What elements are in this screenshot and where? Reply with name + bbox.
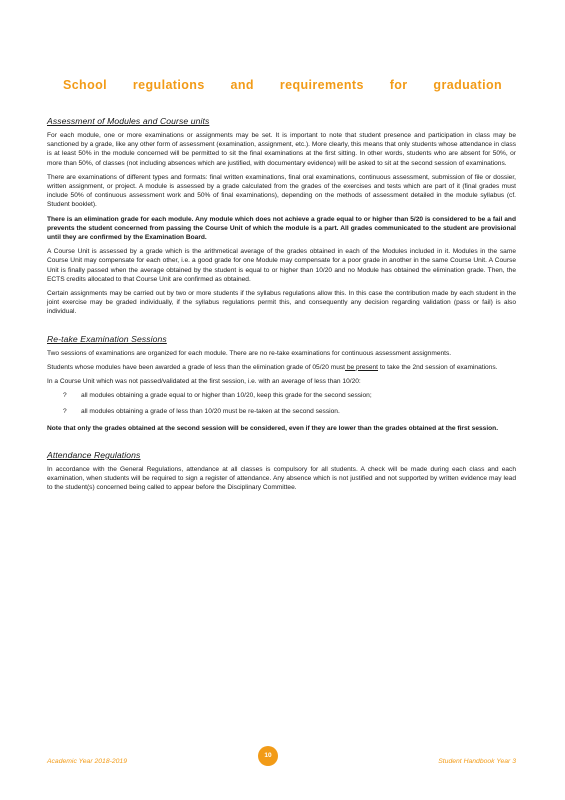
bullet-text: all modules obtaining a grade of less than 10/20 must be re-taken at the second session.: [81, 408, 340, 416]
retake-paragraph-1: Two sessions of examinations are organized for each module. There are no re-take examinations for continuous assessment assignments.: [47, 349, 452, 357]
retake-paragraph-3: In a Course Unit which was not passed/validated at the first session, i.e. with an average of less than 10/20:: [47, 378, 361, 386]
retake-paragraph-2: [47, 363, 516, 372]
attendance-paragraph-1: In accordance with the General Regulations, attendance at all classes is compulsory for all students. A check will be made during each class and each examination, when students will be required to sign a register of attendance. Any absence which is not justified and not supported by written evidence may lead to the student(s) concerned being called to appear before the Disciplinary Committee.: [47, 465, 516, 492]
page-title: School regulations and requirements for graduation: [62, 78, 503, 92]
retake-p2-text-end: to take the 2nd session of examinations.: [378, 363, 498, 371]
assessment-paragraph-1: For each module, one or more examinations or assignments may be set. It is important to note that student presence and participation in class may be sanctioned by a grade, like any other form of assessment (examination, assignment, etc.). More clearly, this means that only students whose attendance in class is at least 50% in the module concerned will be permitted to sit the final examinations at the first sitting. In other words, students who are absent for 50%, or more than 50%, of classes (not including absences which are justified, with documentary evidence) will be asked to sit at the second session of examinations.: [47, 132, 516, 167]
bullet-marker: ?: [63, 392, 67, 400]
footer-academic-year: Academic Year 2018-2019: [47, 758, 127, 765]
section-heading-assessment: Assessment of Modules and Course units: [47, 116, 210, 126]
assessment-paragraph-2: There are examinations of different types and formats: final written examinations, final oral examinations, continuous assessment, submission of file or dossier, written assignment, or project. A module is assessed by a grade calculated from the grades of the exercises and tests which are part of it (final grades must include 50% of continuous assessment work and 50% of final examinations), depending on the methods of assessment detailed in the module syllabus (cf. Student booklet).: [47, 173, 516, 209]
assessment-paragraph-5: Certain assignments may be carried out by two or more students if the syllabus regulations allow this. In this case the contribution made by each student in the joint exercise may be graded individually, if the syllabus regulations permit this, and consequently any decision regarding validation (pass or fail) is also individual.: [47, 290, 516, 316]
bullet-text: all modules obtaining a grade equal to or higher than 10/20, keep this grade for the second session;: [81, 392, 372, 400]
page-number-badge: 10: [258, 746, 278, 766]
assessment-paragraph-4: A Course Unit is assessed by a grade which is the arithmetical average of the grades obtained in each of the Modules included in it. Modules in the same Course Unit may compensate for each other, i.e. a good grade for one Module may compensate for a poor grade in another in the same Course Unit. A Course Unit is finally passed when the average obtained by the student is equal to or higher than 10/20 and no Module has obtained the elimination grade. Then, the ECTS credits allocated to that Course Unit are confirmed as obtained.: [47, 248, 516, 283]
section-heading-retake: Re-take Examination Sessions: [47, 333, 167, 344]
retake-note: Note that only the grades obtained at the second session will be considered, even if they are lower than the grades obtained at the first session.: [47, 424, 499, 432]
retake-p2-underlined: be present: [345, 363, 379, 371]
footer-handbook-title: Student Handbook Year 3: [438, 758, 516, 765]
section-heading-attendance: Attendance Regulations: [47, 449, 141, 460]
assessment-paragraph-3: There is an elimination grade for each module. Any module which does not achieve a grade equal to or higher than 5/20 is considered to be a fail and prevents the student concerned from passing the Course Unit of which the module is a part. All grades communicated to the student are provisional until they are confirmed by the Examination Board.: [47, 215, 516, 242]
retake-bullet-1: [47, 391, 516, 400]
retake-bullet-2: [47, 407, 516, 416]
page-content: [47, 116, 516, 497]
bullet-marker: ?: [63, 408, 67, 416]
page-footer: [47, 756, 516, 770]
retake-p2-text: Students whose modules have been awarded a grade of less than the elimination grade of 05/20 must: [47, 363, 346, 371]
